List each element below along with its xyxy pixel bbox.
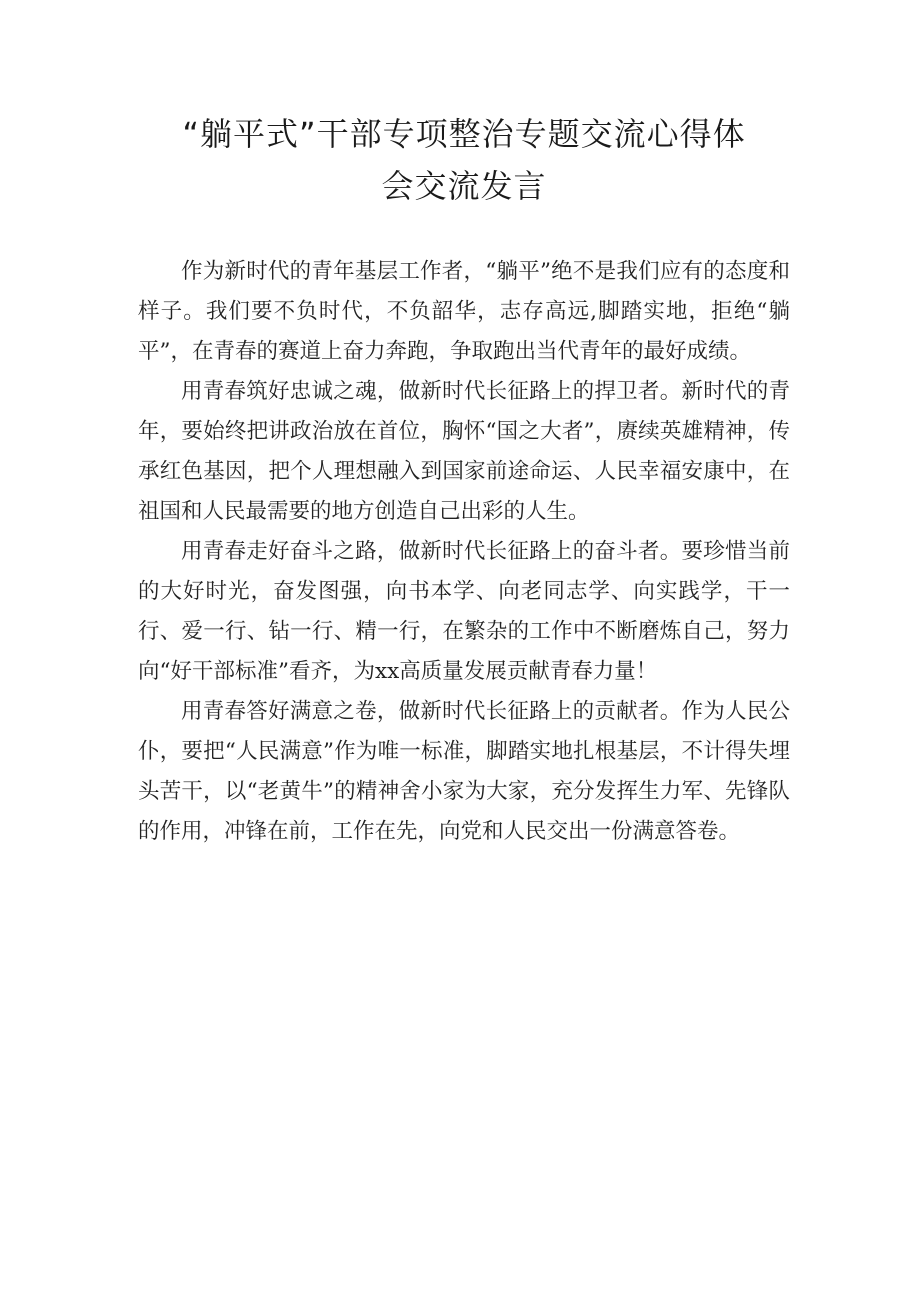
paragraph-loyalty: 用青春筑好忠诚之魂，做新时代长征路上的捍卫者。新时代的青年，要始终把讲政治放在首位，胸怀“国之大者”，赓续英雄精神，传承红色基因，把个人理想融入到国家前途命运、人民幸福安康中，在祖国和人民最需要的地方创造自己出彩的人生。 [138, 379, 790, 524]
paragraph-intro: 作为新时代的青年基层工作者，“躺平”绝不是我们应有的态度和样子。我们要不负时代，不负韶华，志存高远,脚踏实地，拒绝“躺平”，在青春的赛道上奋力奔跑，争取跑出当代青年的最好成绩。 [138, 259, 790, 364]
paragraph-struggle: 用青春走好奋斗之路，做新时代长征路上的奋斗者。要珍惜当前的大好时光，奋发图强，向书本学、向老同志学、向实践学，干一行、爱一行、钻一行、精一行，在繁杂的工作中不断磨炼自己，努力向“好干部标准”看齐，为xx高质量发展贡献青春力量！ [138, 539, 790, 684]
document-title [138, 108, 790, 212]
title-line-2: 会交流发言 [381, 167, 547, 205]
title-line-1: “躺平式”干部专项整治专题交流心得体 [182, 115, 746, 153]
document-body [138, 252, 790, 852]
paragraph-satisfaction: 用青春答好满意之卷，做新时代长征路上的贡献者。作为人民公仆，要把“人民满意”作为唯一标准，脚踏实地扎根基层，不计得失埋头苦干，以“老黄牛”的精神舍小家为大家，充分发挥生力军、先锋队的作用，冲锋在前，工作在先，向党和人民交出一份满意答卷。 [138, 699, 790, 844]
